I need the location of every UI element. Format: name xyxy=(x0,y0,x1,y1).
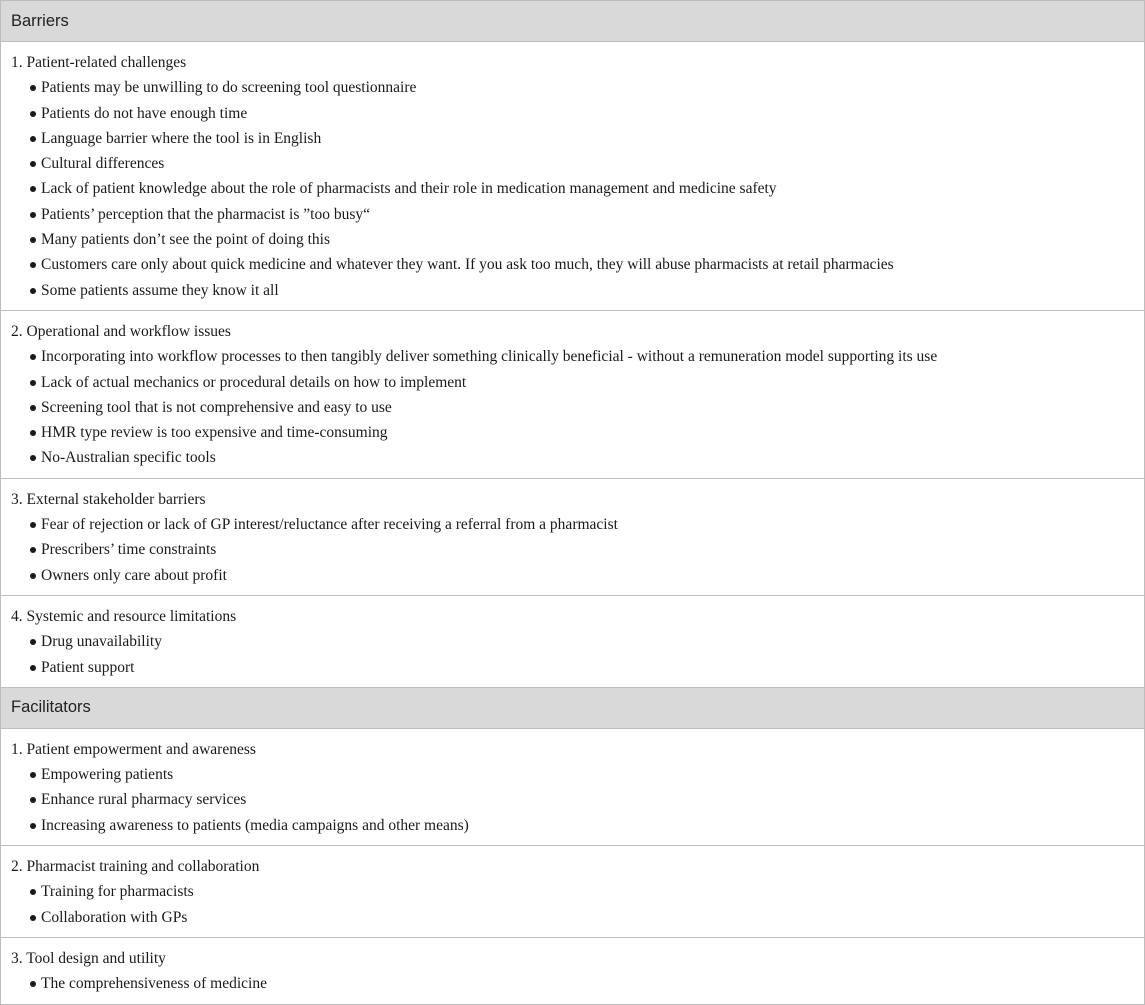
list-item: Many patients don’t see the point of doing this xyxy=(11,227,1134,252)
category-cell xyxy=(1,846,1144,938)
list-item: Empowering patients xyxy=(11,762,1134,787)
bullet-icon xyxy=(30,161,36,167)
list-item: Customers care only about quick medicine and whatever they want. If you ask too much, they will abuse pharmacists at retail pharmacies xyxy=(11,252,1134,277)
category-title: 3. Tool design and utility xyxy=(11,949,166,967)
item-list xyxy=(11,75,1134,303)
list-item: Collaboration with GPs xyxy=(11,905,1134,930)
item-list xyxy=(11,762,1134,838)
list-item: Enhance rural pharmacy services xyxy=(11,787,1134,812)
bullet-icon xyxy=(30,573,36,579)
category-cell xyxy=(1,479,1144,596)
bullet-icon xyxy=(30,262,36,268)
category-cell xyxy=(1,596,1144,688)
bullet-icon xyxy=(30,797,36,803)
category-title: 1. Patient-related challenges xyxy=(11,54,187,71)
section-header-barriers xyxy=(1,1,1144,42)
section-header-facilitators xyxy=(1,688,1144,729)
bullet-icon xyxy=(30,354,36,360)
list-item: Patients do not have enough time xyxy=(11,101,1134,126)
category-title: 3. External stakeholder barriers xyxy=(11,490,206,508)
bullet-icon xyxy=(30,237,36,243)
bullet-icon xyxy=(30,823,36,829)
list-item: Patients’ perception that the pharmacist is ”too busy“ xyxy=(11,202,1134,227)
item-list xyxy=(11,879,1134,930)
bullet-icon xyxy=(30,212,36,218)
bullet-icon xyxy=(30,981,36,987)
bullet-icon xyxy=(30,430,36,436)
category-title: 2. Operational and workflow issues xyxy=(11,322,231,340)
bullet-icon xyxy=(30,380,36,386)
bullet-icon xyxy=(30,111,36,117)
category-cell xyxy=(1,729,1144,846)
category-cell xyxy=(1,938,1144,1004)
item-list xyxy=(11,512,1134,588)
list-item: Incorporating into workflow processes to then tangibly deliver something clinically beneficial - without a remuneration model supporting its use xyxy=(11,344,1134,369)
category-title: 4. Systemic and resource limitations xyxy=(11,607,237,625)
list-item: Training for pharmacists xyxy=(11,879,1134,904)
section-header-label: Facilitators xyxy=(11,698,91,717)
item-list xyxy=(11,629,1134,680)
bullet-icon xyxy=(30,405,36,411)
section-header-label: Barriers xyxy=(11,11,69,30)
list-item: Patient support xyxy=(11,655,1134,680)
list-item: Prescribers’ time constraints xyxy=(11,537,1134,562)
list-item: Lack of actual mechanics or procedural details on how to implement xyxy=(11,370,1134,395)
bullet-icon xyxy=(30,639,36,645)
list-item: No-Australian specific tools xyxy=(11,445,1134,470)
category-cell xyxy=(1,42,1144,311)
bullet-icon xyxy=(30,547,36,553)
category-title: 1. Patient empowerment and awareness xyxy=(11,740,256,758)
bullet-icon xyxy=(30,455,36,461)
bullet-icon xyxy=(30,288,36,294)
bullet-icon xyxy=(30,136,36,142)
item-list xyxy=(11,971,1134,996)
bullet-icon xyxy=(30,186,36,192)
list-item: Drug unavailability xyxy=(11,629,1134,654)
bullet-icon xyxy=(30,85,36,91)
item-list xyxy=(11,344,1134,470)
list-item: Cultural differences xyxy=(11,151,1134,176)
bullet-icon xyxy=(30,889,36,895)
list-item: HMR type review is too expensive and time-consuming xyxy=(11,420,1134,445)
list-item: Increasing awareness to patients (media campaigns and other means) xyxy=(11,813,1134,838)
list-item: Some patients assume they know it all xyxy=(11,278,1134,303)
bullet-icon xyxy=(30,772,36,778)
bullet-icon xyxy=(30,665,36,671)
list-item: Patients may be unwilling to do screening tool questionnaire xyxy=(11,75,1134,100)
bullet-icon xyxy=(30,522,36,528)
list-item: Screening tool that is not comprehensive and easy to use xyxy=(11,395,1134,420)
list-item: Fear of rejection or lack of GP interest/reluctance after receiving a referral from a pharmacist xyxy=(11,512,1134,537)
list-item: Owners only care about profit xyxy=(11,563,1134,588)
category-title: 2. Pharmacist training and collaboration xyxy=(11,858,260,876)
bullet-icon xyxy=(30,915,36,921)
list-item: The comprehensiveness of medicine xyxy=(11,971,1134,996)
category-cell xyxy=(1,311,1144,479)
list-item: Lack of patient knowledge about the role of pharmacists and their role in medication management and medicine safety xyxy=(11,176,1134,201)
list-item: Language barrier where the tool is in English xyxy=(11,126,1134,151)
